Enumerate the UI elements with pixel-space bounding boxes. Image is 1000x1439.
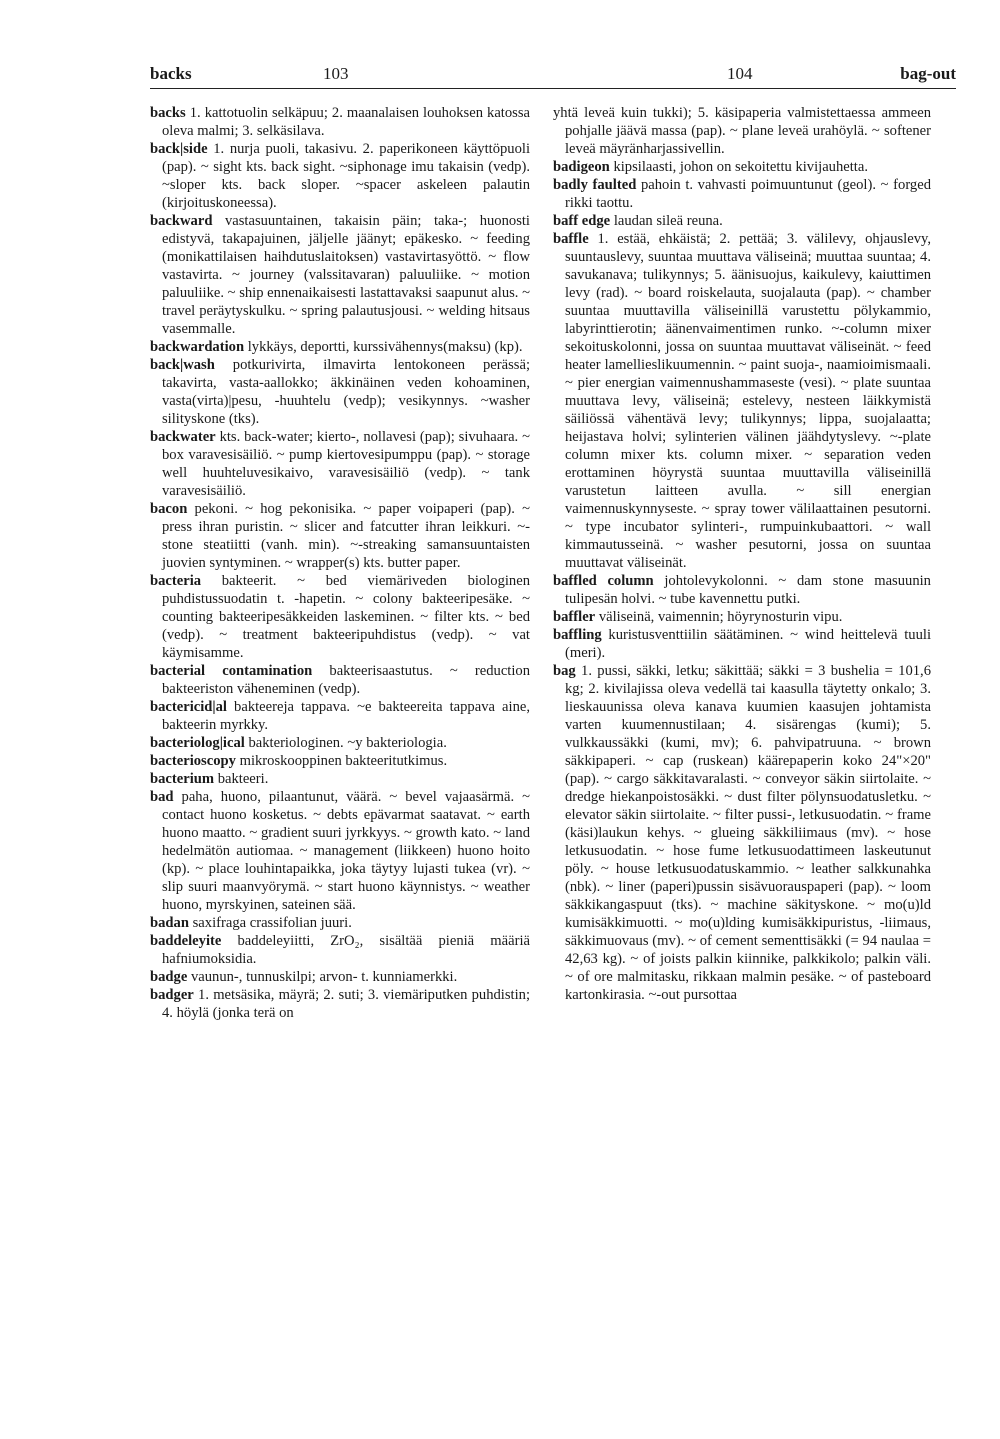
entry-definition: 1. pussi, säkki, letku; säkittää; säkki = 3 bushelia = 101,6 kg; 2. kivilajissa oleva vedellä tai kaasulla täytetty onkalo; 3. lieskauunissa oleva kanava kuumien kaasujen johtamista varten kuumennustilaan; 4. sisärengas (kumi); 5. vulkkaussäkki (kumi, mv); 6. pahvipatruuna. ~ brown säkkipaperi. ~ cap (ruskean) käärepaperin koko 24"×20" (pap). ~ cargo säkkitavaralasti. ~ conveyor säkin siirtolaite. ~ dredge hiekanpoistosäkki. ~ dust filter pölynsuodatusletku. ~ elevator säkin siirtolaite. ~ filter pussi-, letkusuodatin. ~ frame (käsi)laukun kehys. ~ glueing säkkiliimaus (mv). ~ hose letkusuodatin. ~ hose fume letkusuodattimeen laskeutunut pöly. ~ house letkusuodatuskammio. ~ leather salkkunahka (nbk). ~ liner (paperi)pussin sisävuorauspaperi (pap). ~ loom säkkikangaspuut (tks). ~ machine säkityskone. ~ mo(u)ld kumisäkkimuotti. ~ mo(u)lding kumisäkkipuristus, -liimaus, säkkimuovaus (mv). ~ of cement sementtisäkki (= 94 naulaa = 42,63 kg). ~ of joists palkin kiinnike, palkkikolo; palkin väli. ~ of ore malmitasku, rikkaan malmin pesäke. ~ of pasteboard kartonkirasia. ~-out pursottaa [565,663,931,1003]
entry-headword: bacon [150,501,188,517]
dictionary-entry [150,968,530,986]
dictionary-entry [150,770,530,788]
dictionary-entry [553,158,931,176]
entry-definition: mikroskooppinen bakteeritutkimus. [239,753,448,769]
entry-headword: back|wash [150,357,215,373]
entry-definition: bakteriologinen. ~y bakteriologia. [248,735,447,751]
entry-headword: baffle [553,231,589,247]
dictionary-entry [150,356,530,428]
header-rule [150,88,956,89]
dictionary-entry [553,212,931,230]
entry-headword: badigeon [553,159,610,175]
dictionary-entry [150,914,530,932]
entry-definition: 1. estää, ehkäistä; 2. pettää; 3. välilevy, ohjauslevy, suuntauslevy, suuntaa muuttava väliseinä; muuttaa suuntaa; 4. savukanava; tulikynnys; 5. äänisuojus, kaikulevy, kaiuttimen levy (rad). ~ board roiskelauta, suojalauta (pap). ~ chamber suuntaa muuttavilla väliseinillä varustettu pölykammio, labyrinttierotin; äänenvaimentimen runko. ~-column mixer sekoituskolonni, jossa on suuntaa muuttavat väliseinät. ~ feed heater lamellieslikuumennin. ~ paint suoja-, naamioimismaali. ~ pier energian vaimennushammaseste (vesi). ~ plate suuntaa muuttava levy, väliseinä; estelevy, nesteen läikkymistä säiliössä vähentävä levy; tulikynnys; lippa, suojalaatta; heijastava holvi; sylinterien välinen jäähdytyslevy. ~-plate column mixer kts. column mixer. ~ separation veden erottaminen höyrystä suuntaa muuttavilla väliseinillä varustetun laitteen avulla. ~ sill energian vaimennuskynnyseste. ~ spray tower välilaattainen pesutorni. ~ type incubator sylinteri-, rumpuinkubaattori. ~ wall kimmautusseinä. ~ washer pesutorni, jossa on suuntaa muuttavat väliseinät. [565,231,932,571]
entry-headword: back|side [150,141,208,157]
dictionary-entry [150,572,530,662]
entry-headword: backwardation [150,339,245,355]
entry-definition: bakteerisaastutus. ~ reduction bakteeriston väheneminen (vedp). [162,663,530,697]
dictionary-entry [553,104,931,158]
dictionary-entry [150,338,530,356]
entry-headword: bactericid|al [150,699,227,715]
dictionary-entry [553,572,931,608]
entry-headword: badan [150,915,189,931]
entry-headword: bag [553,663,576,679]
entry-definition: 1. kattotuolin selkäpuu; 2. maanalaisen louhoksen katossa oleva malmi; 3. selkäsilava. [162,105,530,139]
right-running-headword: bag-out [900,64,956,83]
page-header [150,64,956,90]
entry-definition: laudan sileä reuna. [613,213,723,229]
entry-definition: kuristusventtiilin säätäminen. ~ wind heittelevä tuuli (meri). [565,627,931,661]
entry-definition: johtolevykolonni. ~ dam stone masuunin tulipesän holvi. ~ tube kavennettu putki. [565,573,931,607]
entry-definition: väliseinä, vaimennin; höyrynosturin vipu. [598,609,843,625]
entry-definition: pekoni. ~ hog pekonisika. ~ paper voipaperi (pap). ~ press ihran puristin. ~ slicer and fatcutter ihran leikkuri. ~-stone steatiitti (vanh. min). ~-streaking samansuuntaisten juovien syntyminen. ~ wrapper(s) kts. butter paper. [162,501,530,571]
entry-definition: paha, huono, pilaantunut, väärä. ~ bevel vajaasärmä. ~ contact huono kosketus. ~ debts epävarmat saatavat. ~ earth huono maatto. ~ gradient suuri jyrkkyys. ~ growth kato. ~ land hedelmätön autiomaa. ~ management (liikkeen) huono hoito (kp). ~ place louhintapaikka, joka täytyy lujasti tukea (vr). ~ slip suuri maanvyörymä. ~ start huono käynnistys. ~ weather huono, myrskyinen, sateinen sää. [162,789,530,913]
dictionary-entry [150,104,530,140]
dictionary-entry [150,986,530,1022]
dictionary-entry [150,140,530,212]
entry-definition: vastasuuntainen, takaisin päin; taka-; huonosti edistyvä, takapajuinen, jäljelle jäänyt; epäkesko. ~ feeding (monikattilaisen haihdutuslaitoksen) vastavirtasyöttö. ~ flow vastavirta. ~ journey (valssitavaran) paluuliike. ~ motion paluuliike. ~ ship ennenaikaisesti lastattavaksi saapunut alus. ~ travel peräytyskulku. ~ spring palautusjousi. ~ welding hitsaus vasemmalle. [162,213,530,337]
dictionary-entry [150,752,530,770]
entry-headword: badly faulted [553,177,637,193]
entry-definition: saxifraga crassifolian juuri. [192,915,352,931]
entry-headword: bad [150,789,174,805]
entry-definition: pahoin t. vahvasti poimuuntunut (geol). ~ forged rikki taottu. [565,177,931,211]
entry-definition: bakteereja tappava. ~e bakteereita tappava aine, bakteerin myrkky. [162,699,530,733]
dictionary-entry [150,734,530,752]
entry-headword: baffled column [553,573,654,589]
right-page-number: 104 [727,64,753,83]
dictionary-entry [553,230,931,572]
dictionary-entry [150,212,530,338]
entry-definition: bakteeri. [217,771,269,787]
dictionary-entry [150,428,530,500]
entry-headword: bacterium [150,771,215,787]
entry-definition: 1. nurja puoli, takasivu. 2. paperikoneen käyttöpuoli (pap). ~ sight kts. back sight. ~siphonage imu takaisin (vedp). ~sloper kts. back sloper. ~spacer askeleen palautin (kirjoituskoneessa). [162,141,530,211]
entry-definition: 1. metsäsika, mäyrä; 2. suti; 3. viemäriputken puhdistin; 4. höylä (jonka terä on [162,987,530,1021]
dictionary-entry [150,932,530,968]
dictionary-entry [150,788,530,914]
entry-definition: yhtä leveä kuin tukki); 5. käsipaperia valmistettaessa ammeen pohjalle jäävä massa (pap). ~ plane leveä urahöylä. ~ softener leveä mäyränharjassivellin. [553,105,931,157]
entry-definition: kipsilaasti, johon on sekoitettu kivijauhetta. [613,159,868,175]
entry-definition: kts. back-water; kierto-, nollavesi (pap); sivuhaara. ~ box varavesisäiliö. ~ pump kiertovesipumppu (pap). ~ storage well huuhteluvesikaivo, varavesisäiliö (vedp). ~ tank varavesisäiliö. [162,429,530,499]
entry-headword: backs [150,105,186,121]
left-page-number: 103 [323,64,349,83]
entry-headword: bacteria [150,573,202,589]
entry-headword: baffler [553,609,596,625]
dictionary-entry [150,662,530,698]
dictionary-entry [553,626,931,662]
dictionary-entry [150,698,530,734]
entry-definition: baddeleyiitti, ZrO₂, sisältää pieniä määriä hafniumoksidia. [162,933,530,967]
dictionary-entry [553,176,931,212]
entry-headword: badge [150,969,188,985]
dictionary-entry [553,662,931,1004]
left-running-headword: backs [150,64,192,83]
dictionary-entry [150,500,530,572]
entry-headword: bacteriolog|ical [150,735,245,751]
right-column [553,104,931,1004]
entry-headword: baffling [553,627,602,643]
entry-headword: bacterioscopy [150,753,236,769]
entry-headword: bacterial contamination [150,663,313,679]
entry-headword: backward [150,213,213,229]
entry-definition: potkurivirta, ilmavirta lentokoneen perässä; takavirta, vasta-aallokko; äkkinäinen veden kohoaminen, vasta(virta)|pesu, -huuhtelu (vedp); vesikynnys. ~washer silityskone (tks). [162,357,531,427]
entry-headword: baddeleyite [150,933,222,949]
entry-definition: lykkäys, deportti, kurssivähennys(maksu) (kp). [247,339,523,355]
left-column [150,104,530,1022]
dictionary-entry [553,608,931,626]
entry-definition: vaunun-, tunnuskilpi; arvon- t. kunniamerkki. [190,969,458,985]
entry-headword: backwater [150,429,216,445]
entry-definition: bakteerit. ~ bed viemäriveden biologinen puhdistussuodatin t. -hapetin. ~ colony bakteeripesäke. ~ counting bakteeripesäkkeiden laskeminen. ~ filter kts. ~ bed (vedp). ~ treatment bakteeripuhdistus (vedp). ~ vat käymisamme. [162,573,530,661]
entry-headword: baff edge [553,213,611,229]
entry-headword: badger [150,987,194,1003]
